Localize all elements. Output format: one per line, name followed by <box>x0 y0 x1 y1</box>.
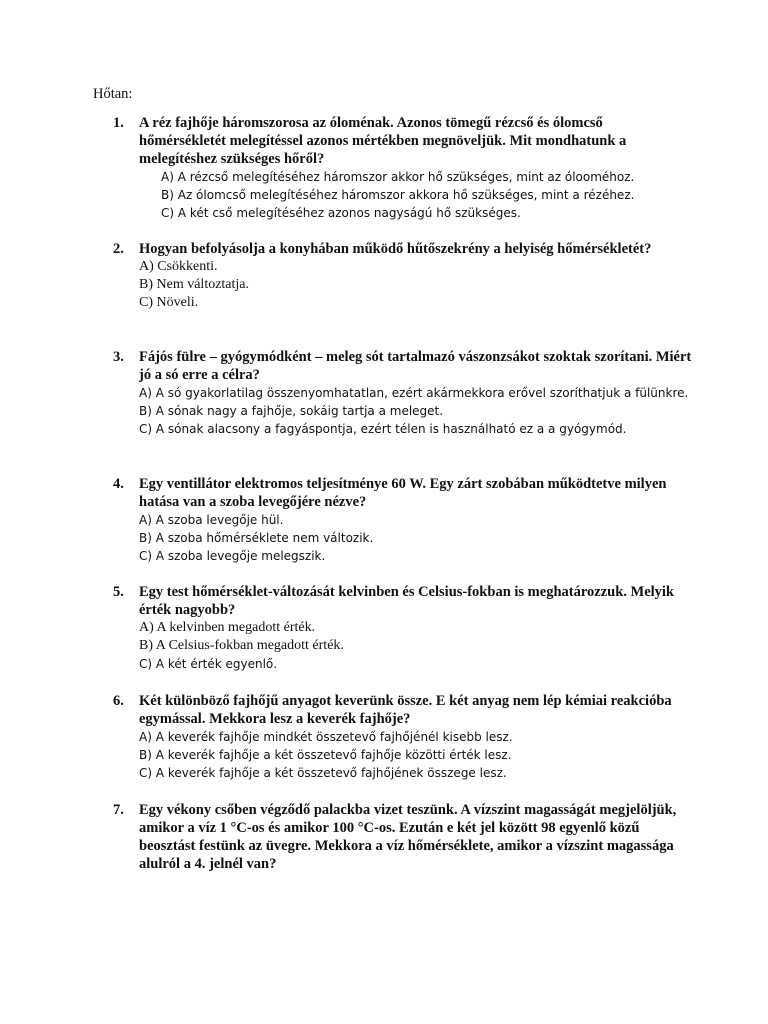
question-text: A réz fajhője háromszorosa az óloménak. Azonos tömegű rézcső és ólomcső hőmérsékletét melegítéssel azonos mértékben megnöveljük. Mit mondhatunk a melegítéshez szükséges hőről? <box>139 115 627 167</box>
answer-option-b: B) A sónak nagy a fajhője, sokáig tartja a meleget. <box>139 404 444 418</box>
page-title: Hőtan: <box>93 86 133 102</box>
question-number: 1. <box>113 115 124 131</box>
answer-option-a: A) A kelvinben megadott érték. <box>139 620 316 635</box>
question-4 <box>113 475 693 565</box>
question-number: 4. <box>113 476 124 492</box>
answer-option-b: B) Nem változtatja. <box>139 277 250 292</box>
answer-option-c: C) A szoba levegője melegszik. <box>139 549 326 563</box>
question-text: Egy ventillátor elektromos teljesítménye 60 W. Egy zárt szobában működtetve milyen hatása van a szoba levegőjére nézve? <box>139 476 667 510</box>
question-3 <box>113 348 693 438</box>
question-number: 3. <box>113 349 124 365</box>
question-5 <box>113 583 693 673</box>
answer-option-c: C) A két érték egyenlő. <box>139 657 278 671</box>
answer-option-a: A) A só gyakorlatilag összenyomhatatlan, ezért akármekkora erővel szoríthatjuk a fülünkre. <box>139 386 689 400</box>
question-number: 5. <box>113 584 124 600</box>
question-7 <box>113 801 693 873</box>
question-number: 2. <box>113 241 124 257</box>
answer-option-c: C) A keverék fajhője a két összetevő fajhőjének összege lesz. <box>139 766 507 780</box>
question-text: Két különböző fajhőjű anyagot keverünk össze. E két anyag nem lép kémiai reakcióba egymással. Mekkora lesz a keverék fajhője? <box>139 693 672 727</box>
question-1 <box>113 114 693 222</box>
question-number: 6. <box>113 693 124 709</box>
question-text: Hogyan befolyásolja a konyhában működő hűtőszekrény a helyiség hőmérsékletét? <box>139 241 652 257</box>
question-6 <box>113 692 693 782</box>
answer-option-a: A) A szoba levegője hül. <box>139 513 284 527</box>
question-text: Fájós fülre – gyógymódként – meleg sót tartalmazó vászonzsákot szoktak szorítani. Miért jó a só erre a célra? <box>139 349 692 383</box>
answer-option-a: A) Csökkenti. <box>139 259 218 274</box>
answer-option-c: C) A két cső melegítéséhez azonos nagyságú hő szükséges. <box>161 206 521 220</box>
question-text: Egy vékony csőben végződő palackba vizet teszünk. A vízszint magasságát megjelöljük, amikor a víz 1 °C-os és amikor 100 °C-os. Ezután e két jel között 98 egyenlő közű beosztást festünk az üvegre. Mekkora a víz hőmérséklete, amikor a vízszint magassága alulról a 4. jelnél van? <box>139 802 677 872</box>
answer-option-b: B) A keverék fajhője a két összetevő fajhője közötti érték lesz. <box>139 748 512 762</box>
question-2 <box>113 240 693 312</box>
answer-option-c: C) A sónak alacsony a fagyáspontja, ezért télen is használható ez a a gyógymód. <box>139 422 627 436</box>
answer-option-a: A) A rézcső melegítéséhez háromszor akkor hő szükséges, mint az ólooméhoz. <box>161 170 635 184</box>
question-text: Egy test hőmérséklet-változását kelvinben és Celsius-fokban is meghatározzuk. Melyik érték nagyobb? <box>139 584 674 618</box>
answer-option-b: B) A Celsius-fokban megadott érték. <box>139 638 344 653</box>
answer-option-a: A) A keverék fajhője mindkét összetevő fajhőjénél kisebb lesz. <box>139 730 513 744</box>
answer-option-b: B) A szoba hőmérséklete nem változik. <box>139 531 374 545</box>
question-number: 7. <box>113 802 124 818</box>
answer-option-c: C) Növeli. <box>139 295 199 310</box>
answer-option-b: B) Az ólomcső melegítéséhez háromszor akkora hő szükséges, mint a rézéhez. <box>161 188 635 202</box>
